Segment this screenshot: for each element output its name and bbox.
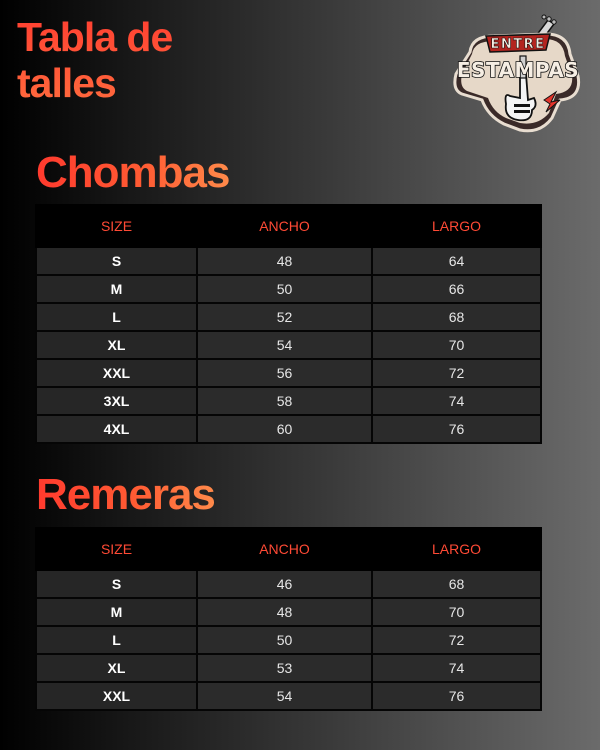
size-cell: XL <box>36 654 197 682</box>
largo-cell: 76 <box>372 415 541 443</box>
largo-cell: 70 <box>372 331 541 359</box>
table-row <box>36 682 541 710</box>
column-header-ancho: ANCHO <box>197 528 372 570</box>
logo-text-main: ESTAMPAS <box>456 58 580 82</box>
largo-cell: 68 <box>372 570 541 598</box>
ancho-cell: 60 <box>197 415 372 443</box>
size-cell: L <box>36 626 197 654</box>
ancho-cell: 48 <box>197 598 372 626</box>
table-row <box>36 275 541 303</box>
table-header-row <box>36 528 541 570</box>
size-table-remeras <box>35 527 542 711</box>
size-cell: 4XL <box>36 415 197 443</box>
largo-cell: 72 <box>372 359 541 387</box>
column-header-size: SIZE <box>36 528 197 570</box>
ancho-cell: 48 <box>197 247 372 275</box>
page-title-line1: Tabla de <box>17 14 173 60</box>
ancho-cell: 54 <box>197 331 372 359</box>
ancho-cell: 54 <box>197 682 372 710</box>
size-cell: XXL <box>36 682 197 710</box>
table-header-row <box>36 205 541 247</box>
size-cell: L <box>36 303 197 331</box>
largo-cell: 64 <box>372 247 541 275</box>
page-title <box>17 14 172 106</box>
column-header-size: SIZE <box>36 205 197 247</box>
table-row <box>36 387 541 415</box>
table-row <box>36 598 541 626</box>
table-row <box>36 303 541 331</box>
size-cell: M <box>36 275 197 303</box>
section-title-chombas: Chombas <box>36 148 230 197</box>
largo-cell: 76 <box>372 682 541 710</box>
size-cell: S <box>36 247 197 275</box>
table-row <box>36 415 541 443</box>
ancho-cell: 56 <box>197 359 372 387</box>
size-cell: XXL <box>36 359 197 387</box>
column-header-ancho: ANCHO <box>197 205 372 247</box>
largo-cell: 74 <box>372 654 541 682</box>
size-table-chombas <box>35 204 542 444</box>
table-row <box>36 331 541 359</box>
table-row <box>36 570 541 598</box>
table-row <box>36 654 541 682</box>
size-cell: XL <box>36 331 197 359</box>
size-cell: M <box>36 598 197 626</box>
table-row <box>36 247 541 275</box>
brand-logo <box>448 14 588 138</box>
largo-cell: 72 <box>372 626 541 654</box>
table-row <box>36 626 541 654</box>
ancho-cell: 58 <box>197 387 372 415</box>
size-cell: S <box>36 570 197 598</box>
page-title-line2: talles <box>17 60 116 106</box>
largo-cell: 74 <box>372 387 541 415</box>
ancho-cell: 50 <box>197 275 372 303</box>
size-cell: 3XL <box>36 387 197 415</box>
column-header-largo: LARGO <box>372 205 541 247</box>
ancho-cell: 53 <box>197 654 372 682</box>
ancho-cell: 46 <box>197 570 372 598</box>
largo-cell: 66 <box>372 275 541 303</box>
ancho-cell: 50 <box>197 626 372 654</box>
largo-cell: 68 <box>372 303 541 331</box>
column-header-largo: LARGO <box>372 528 541 570</box>
ancho-cell: 52 <box>197 303 372 331</box>
section-title-remeras: Remeras <box>36 470 215 519</box>
logo-text-top: ENTRE <box>490 37 546 52</box>
table-row <box>36 359 541 387</box>
largo-cell: 70 <box>372 598 541 626</box>
